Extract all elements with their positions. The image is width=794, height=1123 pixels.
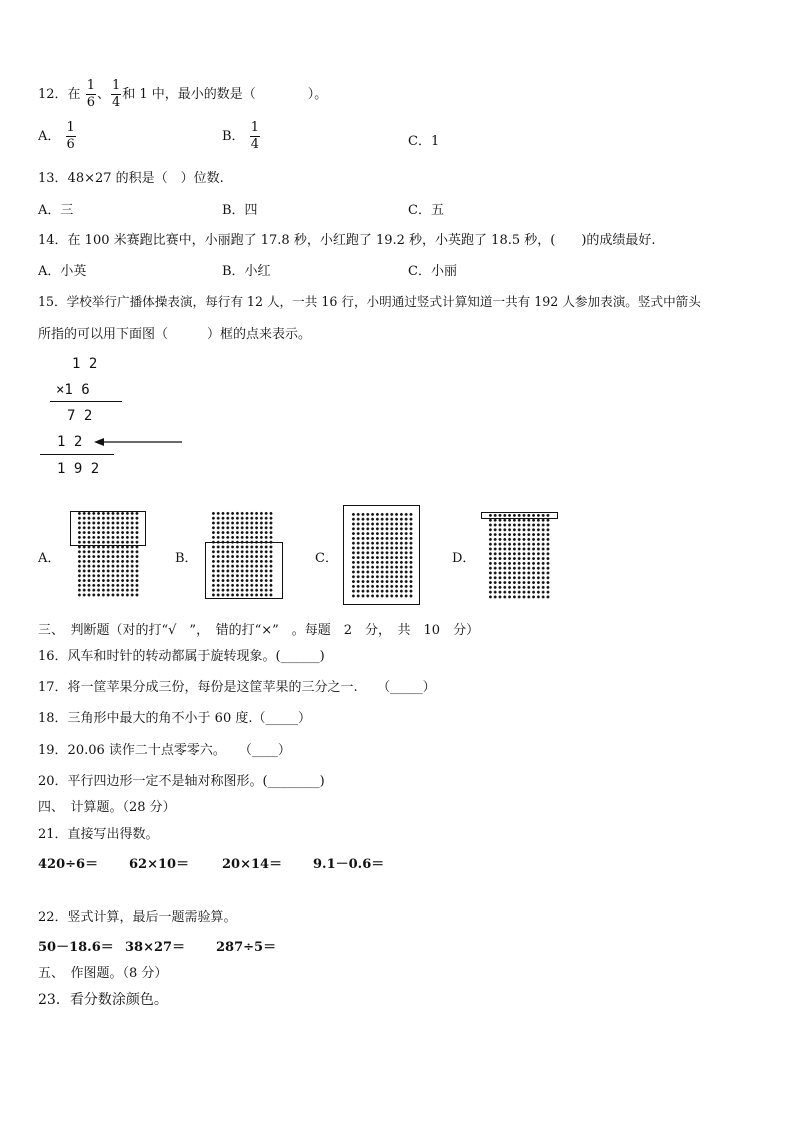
- question-18: 18．三角形中最大的角不小于 60 度.（_____）: [38, 711, 311, 726]
- option-label: A．: [38, 129, 61, 144]
- q13-option-c[interactable]: C．五: [408, 203, 444, 218]
- question-20: 20．平行四边形一定不是轴对称图形。(________): [38, 774, 325, 789]
- frame-a: [70, 511, 146, 546]
- fraction-one-fourth: [250, 120, 260, 153]
- q13-option-a[interactable]: A．三: [38, 203, 74, 218]
- numerator: 1: [111, 78, 121, 93]
- numerator: 1: [250, 120, 259, 135]
- numerator: 1: [66, 120, 75, 135]
- q15-option-b[interactable]: B．: [175, 551, 198, 566]
- q13-option-b[interactable]: B．四: [222, 203, 258, 218]
- fraction-one-sixth: [66, 120, 76, 153]
- question-22: 22．竖式计算，最后一题需验算。: [38, 910, 237, 925]
- question-12: [38, 78, 327, 111]
- section-5-heading: 五、 作图题。（8 分）: [38, 966, 168, 981]
- q12-suffix: 和 1 中，最小的数是（ ）。: [122, 87, 328, 102]
- dot-grid-d: [488, 513, 550, 600]
- section-4-heading: 四、 计算题。（28 分）: [38, 800, 176, 815]
- question-19: 19．20.06 读作二十点零零六。 （____）: [38, 743, 291, 758]
- numerator: 1: [86, 78, 95, 93]
- frame-d: [481, 512, 558, 519]
- vertical-line-1: [50, 401, 122, 402]
- q15-option-c[interactable]: C．: [315, 551, 338, 566]
- question-15-line1: 15．学校举行广播体操表演，每行有 12 人，一共 16 行，小明通过竖式计算知道一共有 192 人参加表演。竖式中箭头: [38, 294, 701, 309]
- vertical-row-4: 1 2: [57, 434, 83, 450]
- q12-option-c[interactable]: C．1: [408, 134, 440, 149]
- calc-item: 50－18.6＝: [38, 940, 114, 955]
- vertical-row-3: 7 2: [67, 408, 93, 424]
- question-13: 13．48×27 的积是（ ）位数.: [38, 171, 224, 186]
- question-17: 17．将一筐苹果分成三份，每份是这筐苹果的三分之一. （_____）: [38, 680, 436, 695]
- denominator: 6: [66, 137, 75, 152]
- denominator: 4: [111, 95, 121, 110]
- frame-b: [205, 542, 283, 599]
- q14-option-c[interactable]: C．小丽: [408, 264, 457, 279]
- frame-c: [343, 505, 420, 605]
- vertical-row-1: 1 2: [72, 356, 98, 372]
- fraction-one-fourth: [111, 78, 121, 111]
- calc-item: 287÷5＝: [216, 940, 277, 955]
- q15-option-a[interactable]: A．: [38, 551, 61, 566]
- question-14: 14．在 100 米赛跑比赛中，小丽跑了 17.8 秒，小红跑了 19.2 秒，小英跑了 18.5 秒，( )的成绩最好.: [38, 233, 656, 248]
- calc-item: 9.1－0.6＝: [313, 857, 385, 872]
- calc-item: 38×27＝: [125, 940, 186, 955]
- q14-option-b[interactable]: B．小红: [222, 264, 271, 279]
- q12-option-b[interactable]: [222, 120, 261, 153]
- fraction-one-sixth: [86, 78, 96, 111]
- arrow-icon: [92, 436, 184, 448]
- question-21: 21．直接写出得数。: [38, 827, 159, 842]
- vertical-row-5: 1 9 2: [57, 461, 100, 477]
- question-16: 16．风车和时针的转动都属于旋转现象。(______): [38, 649, 325, 664]
- q12-prefix: 12．在: [38, 87, 81, 102]
- vertical-row-2: ×1 6: [56, 382, 90, 398]
- q15-option-d[interactable]: D．: [452, 551, 476, 566]
- question-23: 23．看分数涂颜色。: [38, 992, 168, 1008]
- denominator: 6: [86, 95, 95, 110]
- q12-sep: 、: [96, 87, 110, 102]
- section-3-heading: 三、 判断题（对的打“√ ”， 错的打“×” 。每题 2 分， 共 10 分）: [38, 623, 480, 638]
- calc-item: 20×14＝: [222, 857, 283, 872]
- calc-item: 62×10＝: [129, 857, 190, 872]
- calc-item: 420÷6＝: [38, 857, 99, 872]
- vertical-line-2: [40, 454, 114, 455]
- q14-option-a[interactable]: A．小英: [38, 264, 87, 279]
- question-15-line2: 所指的可以用下面图（ ）框的点来表示。: [38, 327, 312, 342]
- option-label: B．: [222, 129, 245, 144]
- q12-option-a[interactable]: [38, 120, 77, 153]
- denominator: 4: [250, 137, 259, 152]
